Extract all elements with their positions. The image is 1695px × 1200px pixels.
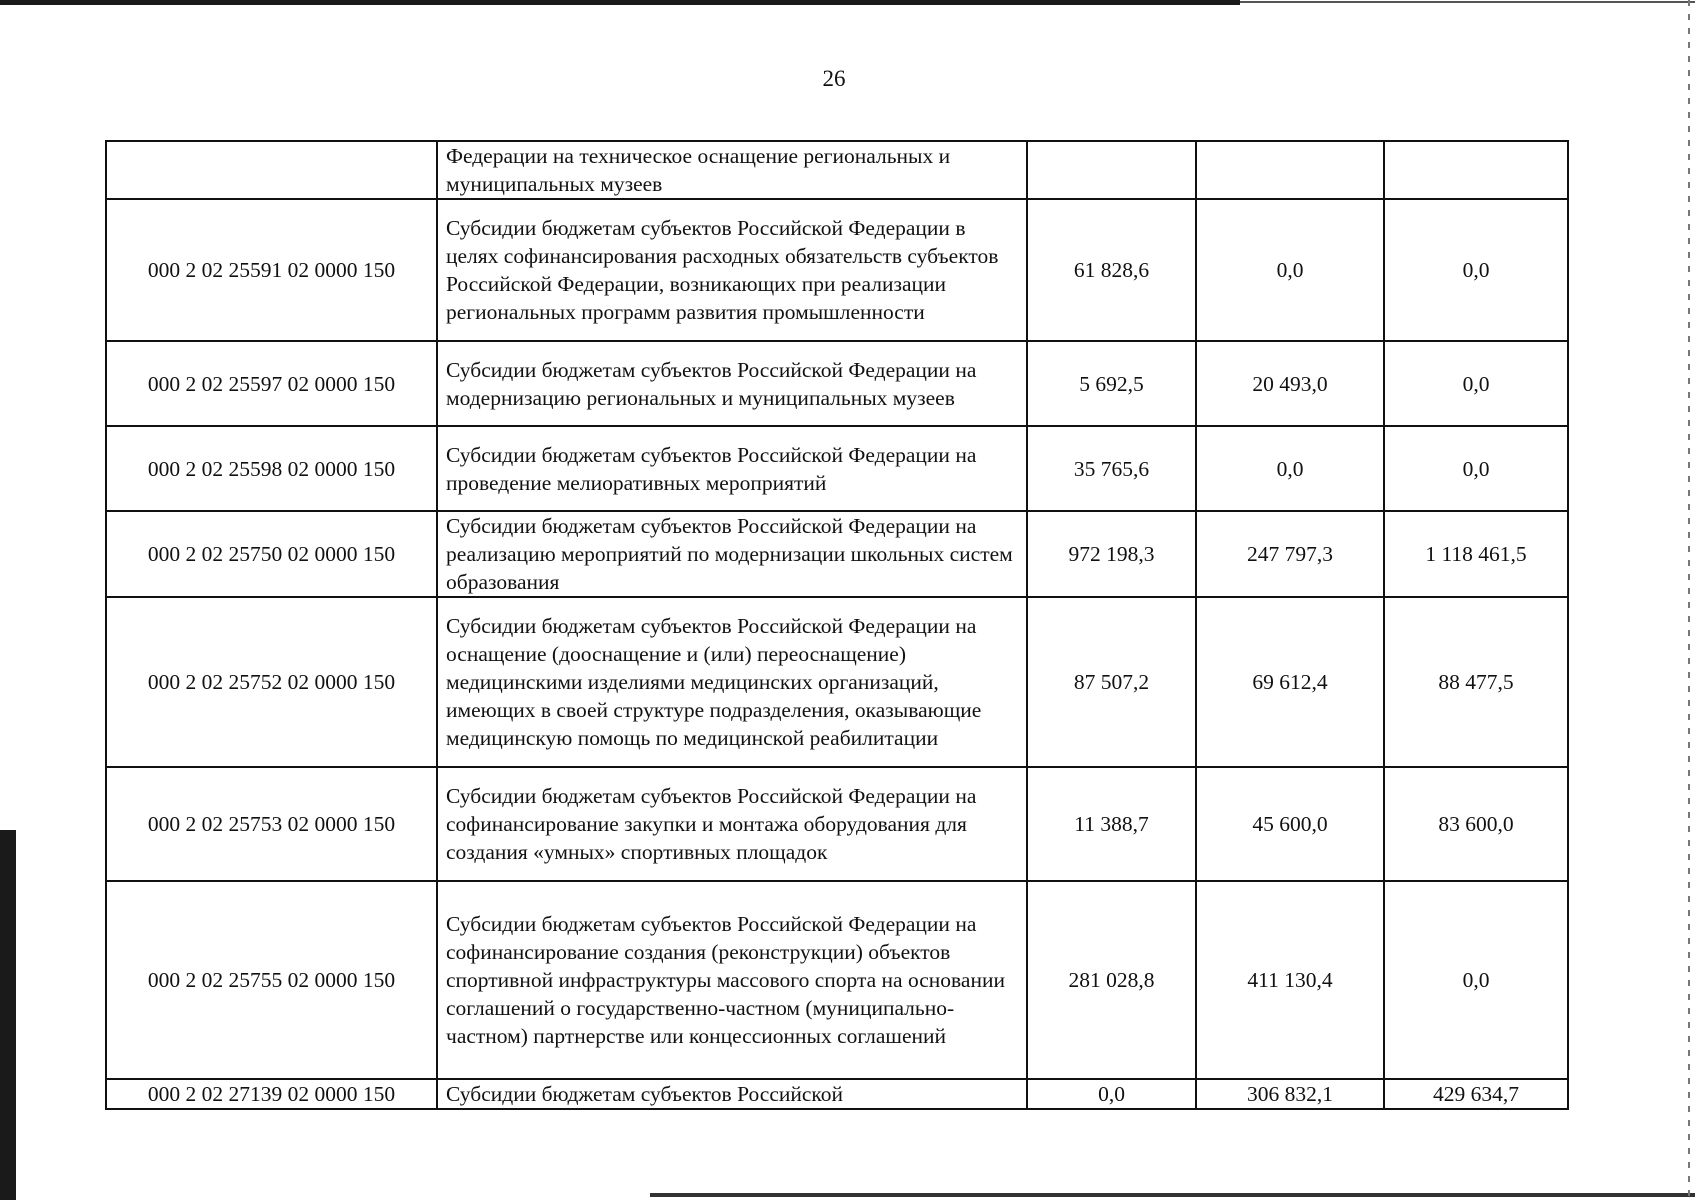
amount-col3-cell: 88 477,5 — [1384, 597, 1568, 767]
amount-col1-cell: 35 765,6 — [1027, 426, 1196, 511]
description-cell: Субсидии бюджетам субъектов Российской — [437, 1079, 1027, 1109]
amount-col3-cell: 429 634,7 — [1384, 1079, 1568, 1109]
description-cell: Субсидии бюджетам субъектов Российской Федерации на оснащение (дооснащение и (или) переоснащение) медицинскими изделиями медицинских организаций, имеющих в своей структуре подразделения, оказывающие медицинскую помощь по медицинской реабилитации — [437, 597, 1027, 767]
budget-code-cell: 000 2 02 25598 02 0000 150 — [106, 426, 437, 511]
description-cell: Субсидии бюджетам субъектов Российской Федерации на проведение мелиоративных мероприятий — [437, 426, 1027, 511]
budget-code-cell — [106, 141, 437, 199]
budget-code-cell: 000 2 02 25753 02 0000 150 — [106, 767, 437, 881]
table-row — [106, 141, 1568, 199]
amount-col1-cell — [1027, 141, 1196, 199]
page-number: 26 — [822, 66, 846, 91]
amount-col3-cell: 1 118 461,5 — [1384, 511, 1568, 597]
amount-col1-cell: 61 828,6 — [1027, 199, 1196, 341]
table-row — [106, 1079, 1568, 1109]
amount-col2-cell: 20 493,0 — [1196, 341, 1384, 426]
amount-col3-cell: 0,0 — [1384, 199, 1568, 341]
description-cell: Субсидии бюджетам субъектов Российской Федерации на софинансирование создания (реконструкции) объектов спортивной инфраструктуры массового спорта на основании соглашений о государственно-частном (муниципально-частном) партнерстве или концессионных соглашений — [437, 881, 1027, 1079]
table-row — [106, 199, 1568, 341]
amount-col2-cell — [1196, 141, 1384, 199]
amount-col3-cell: 0,0 — [1384, 881, 1568, 1079]
description-cell: Субсидии бюджетам субъектов Российской Федерации на модернизацию региональных и муниципальных музеев — [437, 341, 1027, 426]
budget-code-cell: 000 2 02 25755 02 0000 150 — [106, 881, 437, 1079]
scan-edge-right — [1688, 0, 1690, 1200]
amount-col2-cell: 411 130,4 — [1196, 881, 1384, 1079]
amount-col2-cell: 247 797,3 — [1196, 511, 1384, 597]
amount-col2-cell: 45 600,0 — [1196, 767, 1384, 881]
table-row — [106, 511, 1568, 597]
amount-col2-cell: 0,0 — [1196, 199, 1384, 341]
scan-edge-left — [0, 830, 16, 1200]
description-cell: Субсидии бюджетам субъектов Российской Федерации на софинансирование закупки и монтажа оборудования для создания «умных» спортивных площадок — [437, 767, 1027, 881]
amount-col1-cell: 0,0 — [1027, 1079, 1196, 1109]
scan-edge-bottom — [650, 1193, 1695, 1197]
amount-col2-cell: 306 832,1 — [1196, 1079, 1384, 1109]
budget-code-cell: 000 2 02 25591 02 0000 150 — [106, 199, 437, 341]
budget-code-cell: 000 2 02 25750 02 0000 150 — [106, 511, 437, 597]
scan-edge-top-thin — [1240, 1, 1695, 3]
table-row — [106, 881, 1568, 1079]
amount-col1-cell: 5 692,5 — [1027, 341, 1196, 426]
table-row — [106, 767, 1568, 881]
amount-col2-cell: 0,0 — [1196, 426, 1384, 511]
amount-col3-cell — [1384, 141, 1568, 199]
budget-code-cell: 000 2 02 25597 02 0000 150 — [106, 341, 437, 426]
description-cell: Субсидии бюджетам субъектов Российской Федерации в целях софинансирования расходных обязательств субъектов Российской Федерации, возникающих при реализации региональных программ развития промышленности — [437, 199, 1027, 341]
budget-table — [105, 140, 1569, 1110]
amount-col3-cell: 0,0 — [1384, 426, 1568, 511]
table-row — [106, 341, 1568, 426]
budget-code-cell: 000 2 02 27139 02 0000 150 — [106, 1079, 437, 1109]
table-row — [106, 597, 1568, 767]
amount-col1-cell: 87 507,2 — [1027, 597, 1196, 767]
amount-col1-cell: 281 028,8 — [1027, 881, 1196, 1079]
amount-col3-cell: 83 600,0 — [1384, 767, 1568, 881]
scan-edge-top — [0, 0, 1240, 5]
description-cell: Субсидии бюджетам субъектов Российской Федерации на реализацию мероприятий по модернизации школьных систем образования — [437, 511, 1027, 597]
amount-col2-cell: 69 612,4 — [1196, 597, 1384, 767]
amount-col3-cell: 0,0 — [1384, 341, 1568, 426]
amount-col1-cell: 11 388,7 — [1027, 767, 1196, 881]
table-row — [106, 426, 1568, 511]
amount-col1-cell: 972 198,3 — [1027, 511, 1196, 597]
budget-code-cell: 000 2 02 25752 02 0000 150 — [106, 597, 437, 767]
description-cell: Федерации на техническое оснащение региональных и муниципальных музеев — [437, 141, 1027, 199]
